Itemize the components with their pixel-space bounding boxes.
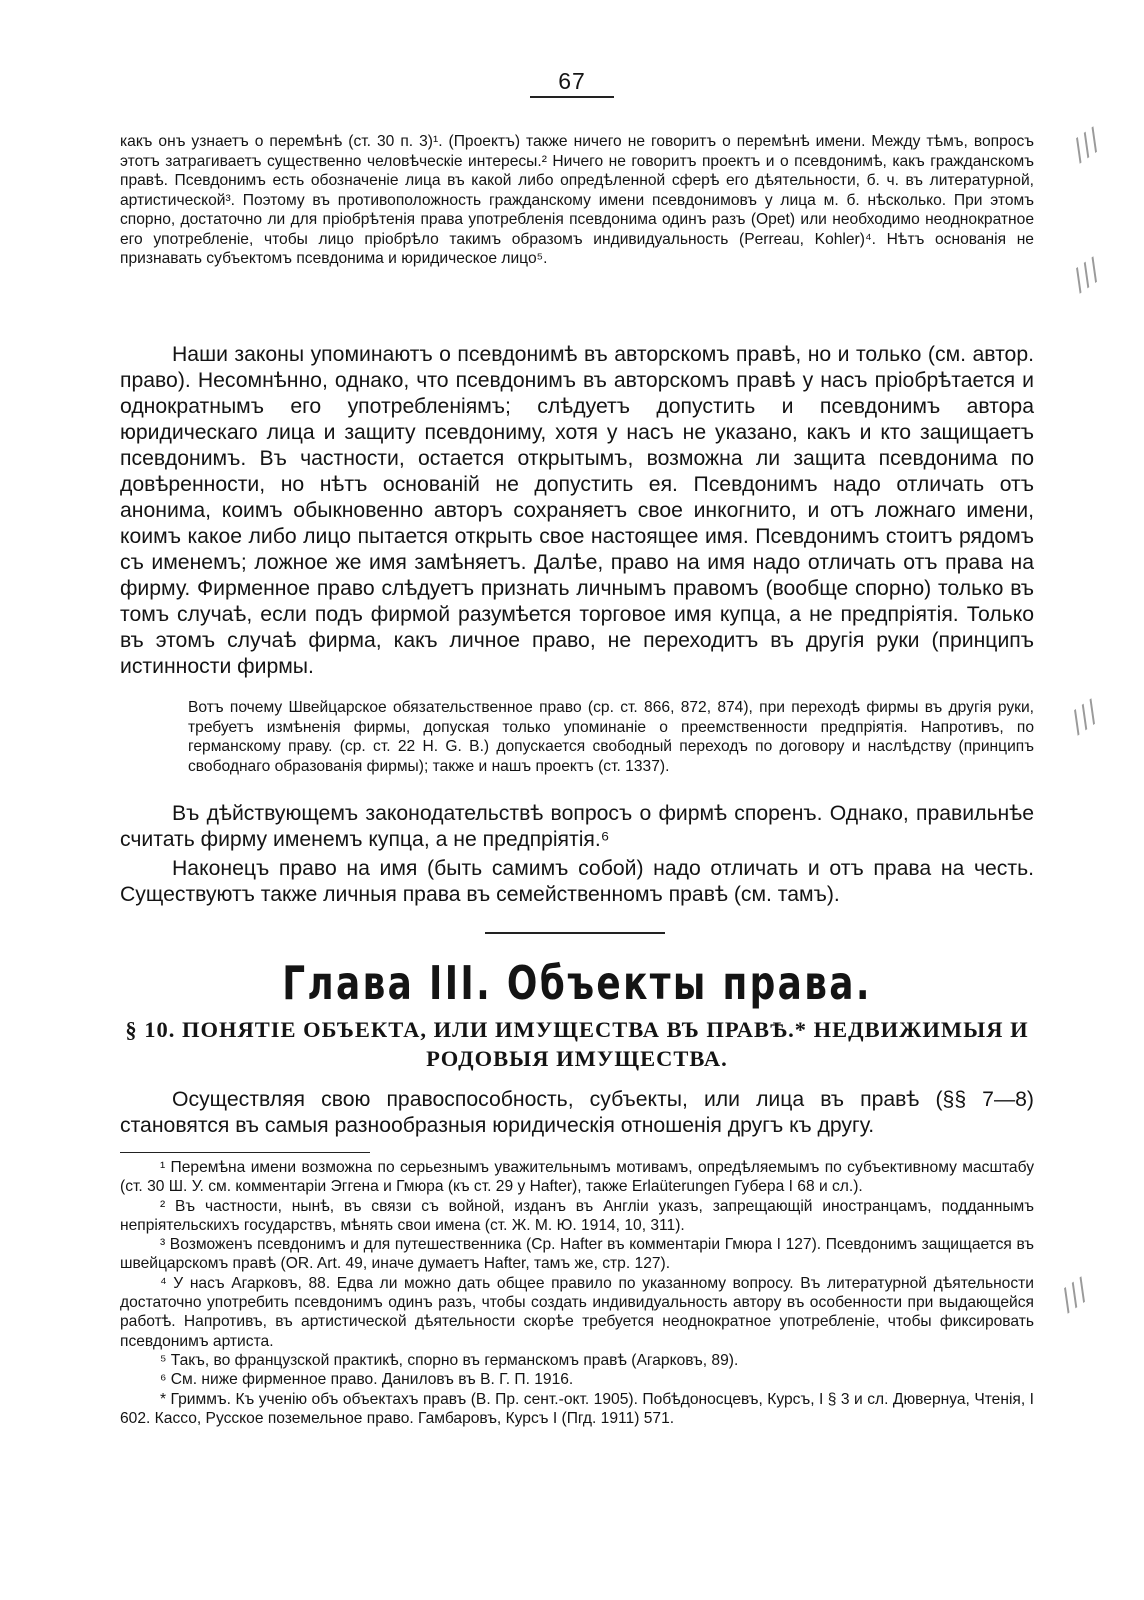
footnotes (120, 1158, 1034, 1428)
section-title: § 10. ПОНЯТІЕ ОБЪЕКТА, ИЛИ ИМУЩЕСТВА ВЪ ПРАВѢ.* НЕДВИЖИМЫЯ И РОДОВЫЯ ИМУЩЕСТВА. (125, 1017, 1029, 1071)
margin-pencil-mark: ∕∕∕ (1063, 694, 1106, 739)
body-paragraph-1: Наши законы упоминаютъ о псевдонимѣ въ авторскомъ правѣ, но и только (см. автор. право). Несомнѣнно, однако, что псевдонимъ въ авторскомъ правѣ у насъ пріобрѣтается и однократнымъ его употребленіямъ; слѣдуетъ допустить и псевдонимъ автора юридическаго лица и защиту псевдониму, хотя у насъ не указано, какъ и кто защищаетъ псевдонимъ. Въ частности, остается открытымъ, возможна ли защита псевдонима по довѣренности, но нѣтъ основаній не допустить ея. Псевдонимъ надо отличать отъ анонима, коимъ обыкновенно авторъ сохраняетъ свое инкогнито, и отъ ложнаго имени, коимъ какое либо лицо пытается открыть свое настоящее имя. Псевдонимъ стоитъ рядомъ съ именемъ; ложное же имя замѣняетъ. Далѣе, право на имя надо отличать отъ права на фирму. Фирменное право слѣдуетъ признать личнымъ правомъ (вообще спорно) только въ томъ случаѣ, если подъ фирмой разумѣется торговое имя купца, а не предпріятія. Только въ этомъ случаѣ фирма, какъ личное право, не переходитъ въ другія руки (принципъ истинности фирмы. (120, 343, 1034, 678)
chapter-divider (485, 932, 665, 934)
mid-small-paragraph: Вотъ почему Швейцарское обязательственное право (ср. ст. 866, 872, 874), при переходѣ фирмы въ другія руки, требуетъ измѣненія фирмы, допуская только упоминаніе о преемственности предпріятія. Напротивъ, по германскому праву. (ср. ст. 22 H. G. B.) допускается свободный переходъ по договору и наслѣдству (принципъ свободнаго образованія фирмы); также и нашъ проектъ (ст. 1337). (188, 699, 1034, 775)
top-small-paragraph: какъ онъ узнаетъ о перемѣнѣ (ст. 30 п. 3)¹. (Проектъ) также ничего не говоритъ о перемѣнѣ имени. Между тѣмъ, вопросъ этотъ затрагиваетъ существенно человѣческіе интересы.² Ничего не говоритъ проектъ и о псевдонимѣ, какъ гражданскомъ правѣ. Псевдонимъ есть обозначеніе лица въ какой либо опредѣленной сферѣ его дѣятельности, б. ч. въ литературной, артистической³. Поэтому въ противоположность гражданскому имени псевдонимовъ у лица м. б. нѣсколько. При этомъ спорно, достаточно ли для пріобрѣтенія права употребленія псевдонима одинъ разъ (Opet) или необходимо неоднократное его употребленіе, чтобы лицо пріобрѣло такимъ образомъ индивидуальность (Perreau, Kohler)⁴. Нѣтъ основанія не признавать субъектомъ псевдонима и юридическое лицо⁵. (120, 133, 1034, 267)
footnote-4: ⁴ У насъ Агарковъ, 88. Едва ли можно дать общее правило по указанному вопросу. Въ литературной дѣятельности достаточно употребить псевдонимъ одинъ разъ, чтобы создать индивидуальность автору въ особенности при выдающейся работѣ. Напротивъ, въ артистической дѣятельности скорѣе требуется неоднократное употребленіе, чтобы фиксировать псевдонимъ артиста. (120, 1274, 1034, 1350)
body-paragraph-2: Въ дѣйствующемъ законодательствѣ вопросъ о фирмѣ споренъ. Однако, правильнѣе считать фирму именемъ купца, а не предпріятія.⁶ (120, 802, 1034, 851)
footnote-1: ¹ Перемѣна имени возможна по серьезнымъ уважительнымъ мотивамъ, опредѣляемымъ по субъективному масштабу (ст. 30 Ш. У. см. комментаріи Эггена и Гмюра (къ ст. 29 у Hafter), также Erlaüterungen Губера I 68 и сл.). (120, 1159, 1034, 1196)
footnote-2: ² Въ частности, нынѣ, въ связи съ войной, изданъ въ Англіи указъ, запрещающій иностранцамъ, подданнымъ непріятельскихъ государствъ, мѣнять свои имена (ст. Ж. М. Ю. 1914, 10, 311). (120, 1197, 1034, 1234)
footnote-6: ⁶ См. ниже фирменное право. Даниловъ въ В. Г. П. 1916. (160, 1371, 574, 1389)
margin-pencil-mark: ∕∕∕ (1065, 252, 1108, 297)
margin-pencil-mark: ∕∕∕ (1053, 1272, 1096, 1317)
chapter-title: Глава III. Объекты права. (282, 956, 872, 1010)
body-paragraph-3: Наконецъ право на имя (быть самимъ собой) надо отличать и отъ права на честь. Существуютъ также личныя права въ семейственномъ правѣ (см. тамъ). (120, 857, 1034, 906)
footnote-3: ³ Возможенъ псевдонимъ и для путешественника (Ср. Hafter въ комментаріи Гмюра I 127). Псевдонимъ защищается въ швейцарскомъ правѣ (OR. Art. 49, иначе думаетъ Hafter, тамъ же, стр. 127). (120, 1236, 1034, 1273)
footnote-5: ⁵ Такъ, во французской практикѣ, спорно въ германскомъ правѣ (Агарковъ, 89). (160, 1351, 739, 1369)
margin-pencil-mark: ∕∕∕ (1065, 122, 1108, 167)
page-number: 67 (530, 66, 614, 98)
footnote-divider (120, 1152, 370, 1153)
footnote-star: * Гриммъ. Къ ученію объ объектахъ правъ (В. Пр. сент.-окт. 1905). Побѣдоносцевъ, Курсъ, I § 3 и сл. Дювернуа, Чтенія, I 602. Кассо, Русское поземельное право. Гамбаровъ, Курсъ I (Пгд. 1911) 571. (120, 1390, 1034, 1427)
body-paragraph-4: Осуществляя свою правоспособность, субъекты, или лица въ правѣ (§§ 7—8) становятся въ самыя разнообразныя юридическія отношенія другъ къ другу. (120, 1088, 1034, 1137)
